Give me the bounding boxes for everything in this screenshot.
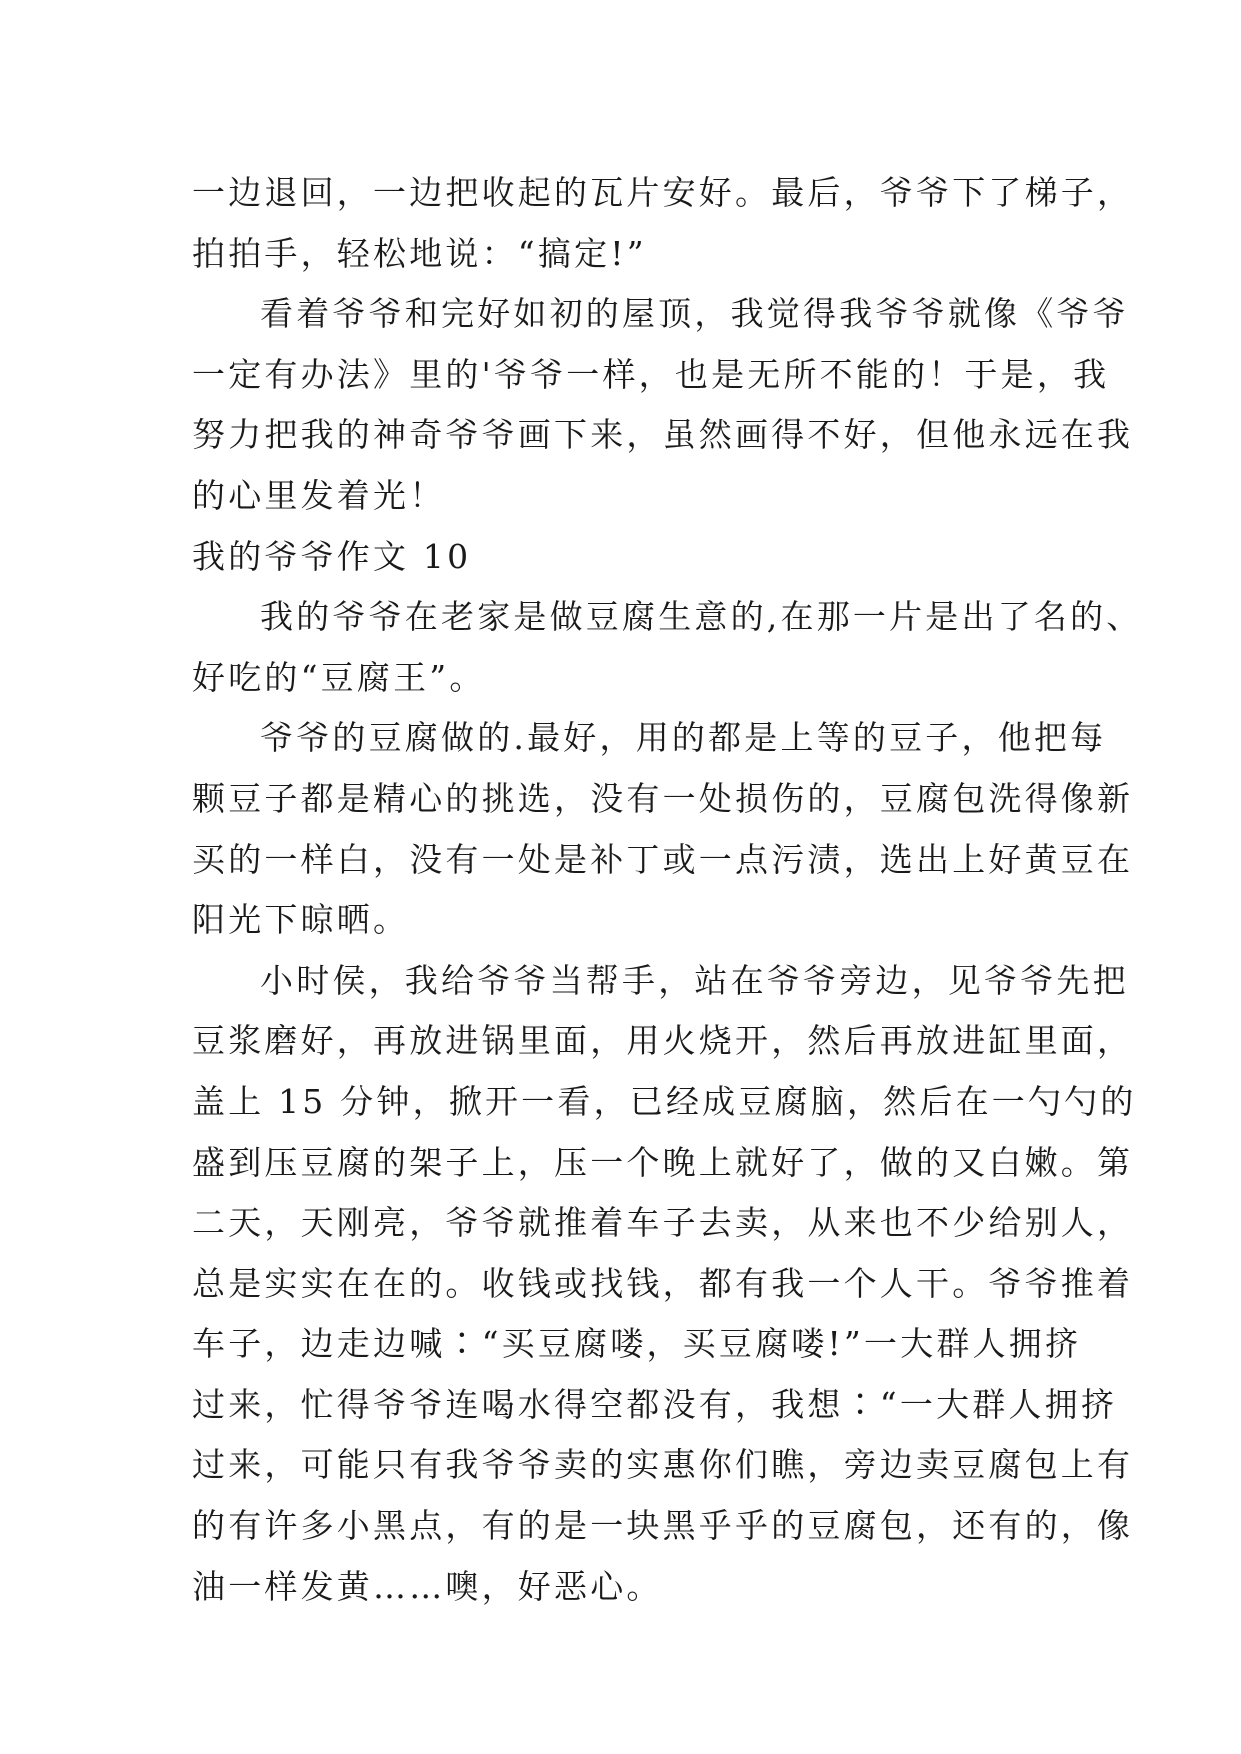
text-line: 买的一样白，没有一处是补丁或一点污渍，选出上好黄豆在 [192,839,1134,879]
text-line: 总是实实在在的。收钱或找钱，都有我一个人干。爷爷推着 [192,1263,1134,1303]
text-line: 过来，可能只有我爷爷卖的实惠你们瞧，旁边卖豆腐包上有 [192,1445,1134,1485]
text-line: 的有许多小黑点，有的是一块黑乎乎的豆腐包，还有的，像 [192,1506,1134,1546]
text-line: 一边退回，一边把收起的瓦片安好。最后，爷爷下了梯子， [192,173,1134,212]
text-line: 豆浆磨好，再放进锅里面，用火烧开，然后再放进缸里面， [192,1021,1134,1061]
text-line: 看着爷爷和完好如初的屋顶，我觉得我爷爷就像《爷爷 [260,294,1129,334]
text-line: 盖上 15 分钟，掀开一看，已经成豆腐脑，然后在一勺勺的 [192,1081,1137,1121]
text-line: 一定有办法》里的'爷爷一样，也是无所不能的！于是，我 [192,354,1110,394]
text-line: 好吃的“豆腐王”。 [192,657,486,697]
paragraph-5 [192,951,1137,1618]
text-line: 盛到压豆腐的架子上，压一个晚上就好了，做的又白嫩。第 [192,1142,1134,1182]
text-line: 油一样发黄……噢，好恶心。 [192,1566,663,1606]
text-line: 爷爷的豆腐做的.最好，用的都是上等的豆子，他把每 [260,718,1107,758]
section-title: 我的爷爷作文 10 [192,536,472,576]
text-line: 车子，边走边喊∶“买豆腐喽，买豆腐喽!”一大群人拥挤 [192,1324,1082,1364]
document-body [192,163,1143,1617]
text-line: 颗豆子都是精心的挑选，没有一处损伤的，豆腐包洗得像新 [192,778,1134,818]
paragraph-1 [192,163,1134,284]
paragraph-4 [192,708,1134,950]
text-line: 拍拍手，轻松地说：“搞定!” [192,233,647,273]
text-line: 二天，天刚亮，爷爷就推着车子去卖，从来也不少给别人， [192,1203,1134,1243]
paragraph-3 [192,587,1143,708]
paragraph-2 [192,284,1134,526]
text-line: 的心里发着光！ [192,475,446,515]
text-line: 过来，忙得爷爷连喝水得空都没有，我想∶“一大群人拥挤 [192,1384,1118,1424]
text-line: 小时侯，我给爷爷当帮手，站在爷爷旁边，见爷爷先把 [260,960,1129,1000]
text-line: 阳光下晾晒。 [192,900,410,940]
text-line: 努力把我的神奇爷爷画下来，虽然画得不好，但他永远在我 [192,415,1134,455]
text-line: 我的爷爷在老家是做豆腐生意的,在那一片是出了名的、 [260,597,1143,637]
